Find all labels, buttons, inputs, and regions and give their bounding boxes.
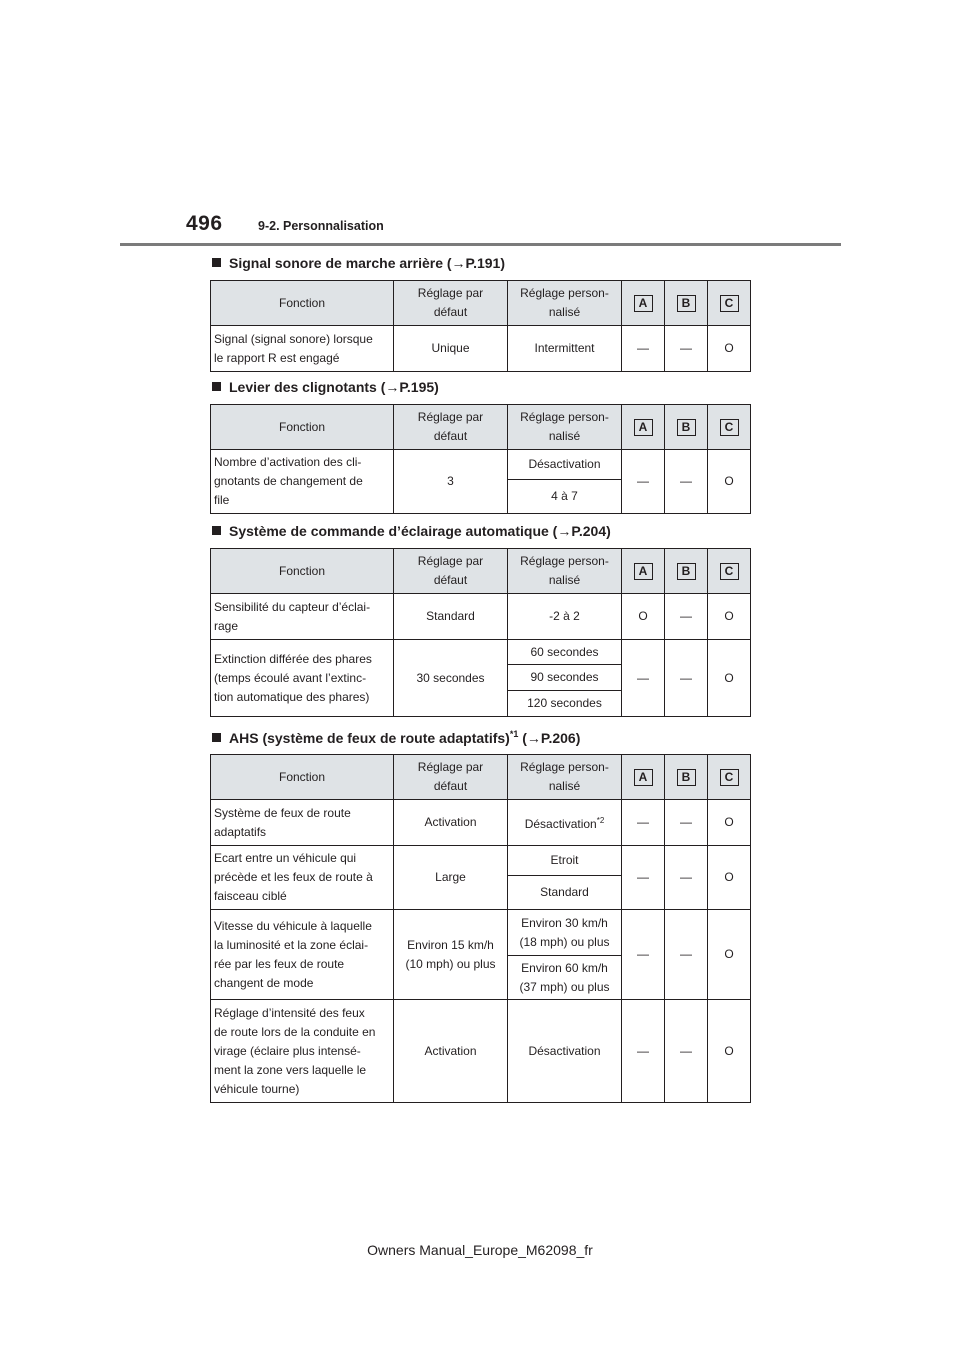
cell-fonction: Extinction différée des phares (temps écoulé avant l’extinc- tion automatique des phares) [211, 640, 394, 717]
header-reglage-personnalise: Réglage person- nalisé [508, 281, 622, 326]
cell-defaut: Activation [394, 800, 508, 846]
header-col-a [622, 405, 665, 450]
square-bullet-icon [212, 258, 221, 267]
cell-c: O [708, 846, 751, 910]
cell-c: O [708, 800, 751, 846]
cell-personnalise: Désactivation [508, 1000, 622, 1103]
header-col-a [622, 549, 665, 594]
table-row [211, 450, 751, 480]
header-reglage-defaut: Réglage par défaut [394, 281, 508, 326]
cell-c: O [708, 326, 751, 372]
cell-defaut: 3 [394, 450, 508, 514]
cell-personnalise: Désactivation$^{*2}$ [508, 800, 622, 846]
cell-c: O [708, 1000, 751, 1103]
table-row [211, 326, 751, 372]
cell-fonction: Nombre d’activation des cli- gnotants de changement de file [211, 450, 394, 514]
header-reglage-defaut: Réglage par défaut [394, 405, 508, 450]
cell-c: O [708, 910, 751, 1000]
heading-signal-sonore: Signal sonore de marche arrière (→P.191) [212, 255, 505, 271]
cell-personnalise: -2 à 2 [508, 594, 622, 640]
cell-a: — [622, 846, 665, 910]
header-col-b [665, 405, 708, 450]
letter-b-icon: B [677, 563, 696, 580]
table-levier-clignotants [210, 404, 751, 514]
header-col-b [665, 549, 708, 594]
header-reglage-personnalise: Réglage person- nalisé [508, 405, 622, 450]
header-fonction: Fonction [211, 549, 394, 594]
header-fonction: Fonction [211, 405, 394, 450]
letter-a-icon: A [634, 563, 653, 580]
header-col-c [708, 755, 751, 800]
cell-personnalise: 120 secondes [508, 691, 622, 717]
letter-c-icon: C [720, 419, 739, 436]
cell-fonction: Vitesse du véhicule à laquelle la luminosité et la zone éclai- rée par les feux de route changent de mode [211, 910, 394, 1000]
table-header-row [211, 549, 751, 594]
cell-fonction: Ecart entre un véhicule qui précède et les feux de route à faisceau ciblé [211, 846, 394, 910]
footer-manual-id: Owners Manual_Europe_M62098_fr [367, 1242, 593, 1258]
table-row [211, 594, 751, 640]
cell-defaut: Standard [394, 594, 508, 640]
cell-a: — [622, 910, 665, 1000]
table-row [211, 910, 751, 956]
cell-defaut: Unique [394, 326, 508, 372]
header-col-b [665, 281, 708, 326]
table-header-row [211, 755, 751, 800]
table-commande-eclairage [210, 548, 751, 717]
cell-b: — [665, 910, 708, 1000]
square-bullet-icon [212, 382, 221, 391]
letter-b-icon: B [677, 419, 696, 436]
letter-a-icon: A [634, 419, 653, 436]
header-reglage-personnalise: Réglage person- nalisé [508, 549, 622, 594]
header-col-c [708, 405, 751, 450]
table-header-row [211, 405, 751, 450]
table-row [211, 640, 751, 665]
cell-fonction: Réglage d’intensité des feux de route lors de la conduite en virage (éclaire plus intensé- ment la zone vers laquelle le véhicule tourne) [211, 1000, 394, 1103]
cell-b: — [665, 846, 708, 910]
table-ahs [210, 754, 751, 1103]
letter-b-icon: B [677, 295, 696, 312]
letter-a-icon: A [634, 769, 653, 786]
square-bullet-icon [212, 526, 221, 535]
page-number: 496 [186, 212, 223, 235]
header-col-b [665, 755, 708, 800]
heading-levier-clignotants: Levier des clignotants (→P.195) [212, 379, 439, 395]
square-bullet-icon [212, 733, 221, 742]
cell-a: — [622, 450, 665, 514]
letter-c-icon: C [720, 563, 739, 580]
cell-defaut: Environ 15 km/h (10 mph) ou plus [394, 910, 508, 1000]
cell-b: — [665, 594, 708, 640]
section-title: 9-2. Personnalisation [258, 219, 384, 233]
cell-defaut: Activation [394, 1000, 508, 1103]
letter-c-icon: C [720, 769, 739, 786]
table-row [211, 1000, 751, 1103]
cell-c: O [708, 594, 751, 640]
cell-b: — [665, 1000, 708, 1103]
cell-b: — [665, 800, 708, 846]
header-col-c [708, 281, 751, 326]
cell-a: — [622, 1000, 665, 1103]
cell-b: — [665, 326, 708, 372]
heading-commande-eclairage: Système de commande d’éclairage automatique (→P.204) [212, 523, 611, 539]
cell-personnalise: Etroit [508, 846, 622, 876]
cell-fonction: Système de feux de route adaptatifs [211, 800, 394, 846]
cell-personnalise: Désactivation [508, 450, 622, 480]
header-col-a [622, 755, 665, 800]
cell-b: — [665, 450, 708, 514]
table-row [211, 800, 751, 846]
cell-a: O [622, 594, 665, 640]
header-fonction: Fonction [211, 281, 394, 326]
cell-a: — [622, 326, 665, 372]
cell-fonction: Signal (signal sonore) lorsque le rapport R est engagé [211, 326, 394, 372]
header-divider [120, 243, 841, 246]
header-col-c [708, 549, 751, 594]
header-reglage-defaut: Réglage par défaut [394, 549, 508, 594]
cell-personnalise: Environ 30 km/h (18 mph) ou plus [508, 910, 622, 956]
header-reglage-personnalise: Réglage person- nalisé [508, 755, 622, 800]
cell-personnalise: Environ 60 km/h (37 mph) ou plus [508, 956, 622, 1000]
cell-a: — [622, 800, 665, 846]
header-fonction: Fonction [211, 755, 394, 800]
letter-b-icon: B [677, 769, 696, 786]
cell-a: — [622, 640, 665, 717]
cell-fonction: Sensibilité du capteur d’éclai- rage [211, 594, 394, 640]
header-reglage-defaut: Réglage par défaut [394, 755, 508, 800]
letter-c-icon: C [720, 295, 739, 312]
cell-personnalise: 4 à 7 [508, 480, 622, 514]
table-row [211, 846, 751, 876]
table-header-row [211, 281, 751, 326]
letter-a-icon: A [634, 295, 653, 312]
table-signal-sonore [210, 280, 751, 372]
cell-c: O [708, 640, 751, 717]
cell-personnalise: 60 secondes [508, 640, 622, 665]
heading-ahs: AHS (système de feux de route adaptatifs)$^{*1}$ (→P.206) [212, 729, 580, 746]
cell-defaut: 30 secondes [394, 640, 508, 717]
cell-defaut: Large [394, 846, 508, 910]
cell-c: O [708, 450, 751, 514]
cell-personnalise: 90 secondes [508, 665, 622, 691]
cell-personnalise: Standard [508, 876, 622, 910]
cell-personnalise: Intermittent [508, 326, 622, 372]
cell-b: — [665, 640, 708, 717]
header-col-a [622, 281, 665, 326]
